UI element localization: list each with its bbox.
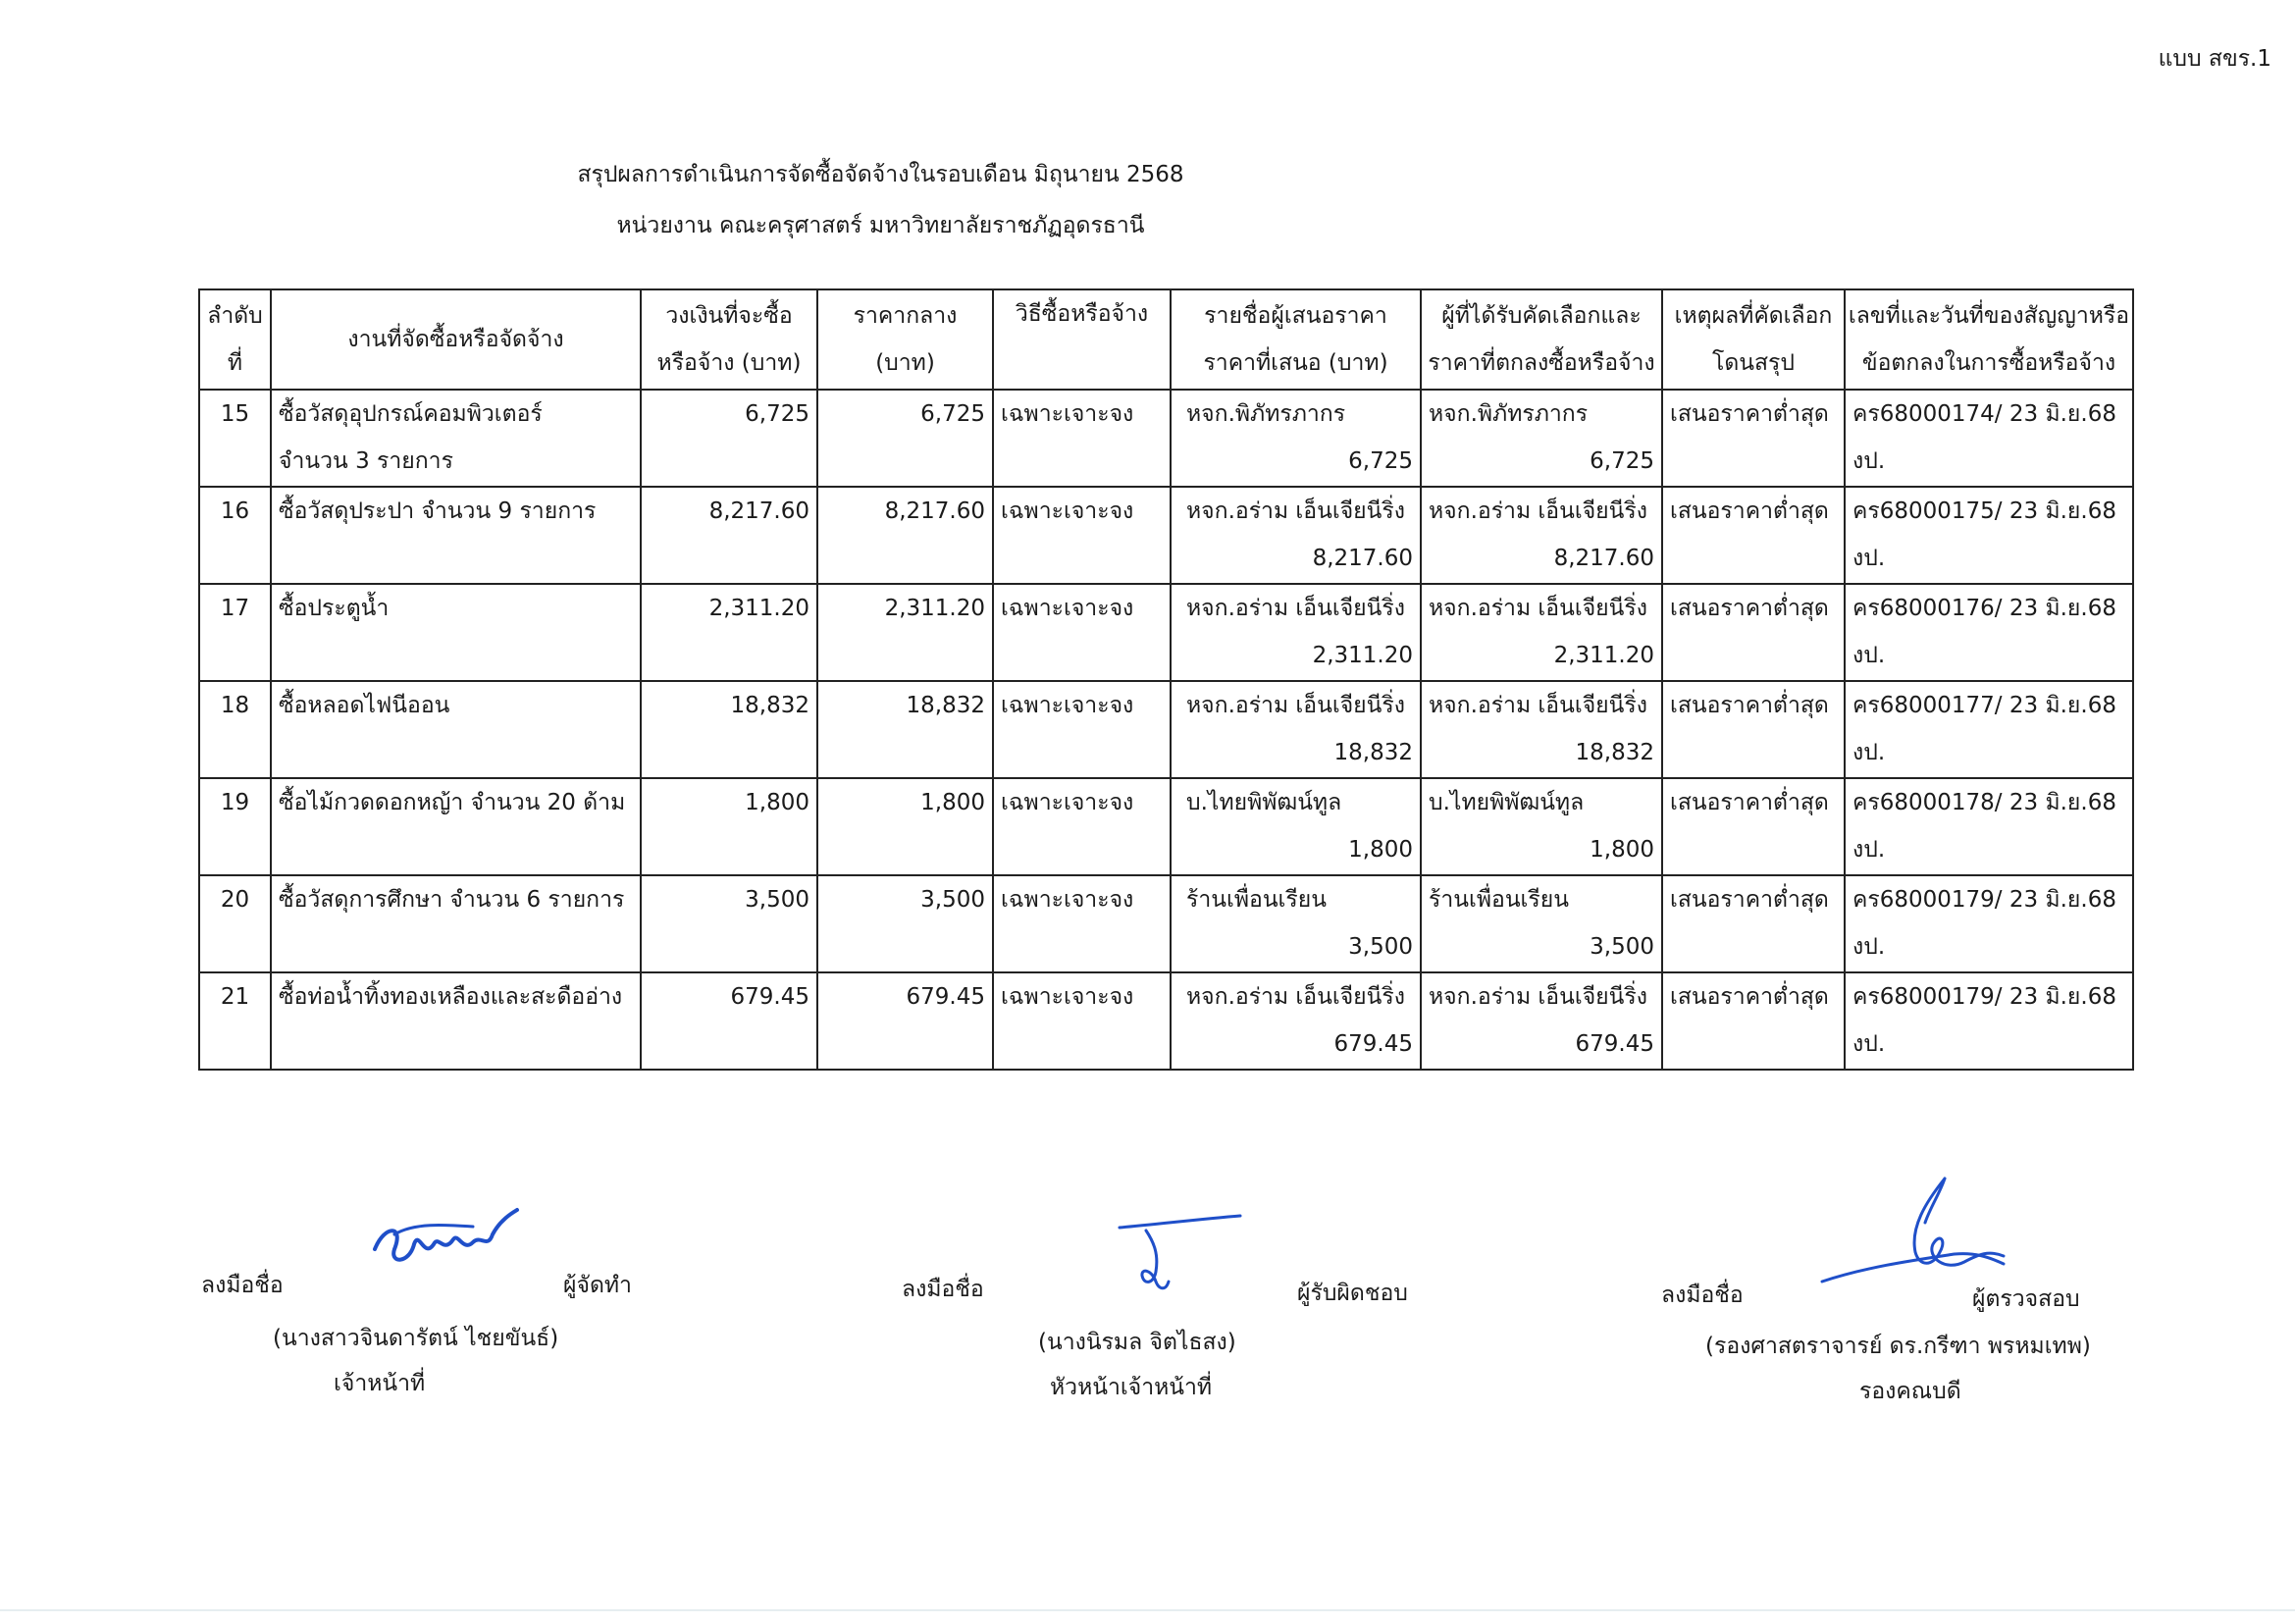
cell-reason: เสนอราคาต่ำสุด (1670, 984, 1829, 1010)
signature-inspector (1817, 1174, 2033, 1301)
row-item (271, 681, 641, 778)
sign-label: ลงมือชื่อ (902, 1277, 984, 1302)
row-no (199, 778, 271, 875)
cell-median: 6,725 (920, 401, 985, 427)
row-contract (1845, 875, 2133, 972)
cell-budget: 18,832 (730, 693, 809, 718)
row-bidder (1171, 875, 1421, 972)
cell-win-price: 8,217.60 (1553, 546, 1654, 571)
row-winner (1421, 972, 1662, 1070)
row-item (271, 390, 641, 487)
cell-budget: 3,500 (745, 887, 809, 913)
cell-method: เฉพาะเจาะจง (1001, 401, 1134, 427)
row-bidder (1171, 681, 1421, 778)
signer-name: (นางนิรมล จิตไธสง) (1038, 1330, 1236, 1355)
cell-median: 679.45 (906, 984, 985, 1010)
row-bidder (1171, 584, 1421, 681)
cell-item-l2 (279, 535, 633, 582)
row-winner (1421, 487, 1662, 584)
cell-budget: 679.45 (730, 984, 809, 1010)
row-bidder (1171, 390, 1421, 487)
cell-reason: เสนอราคาต่ำสุด (1670, 887, 1829, 913)
header-bidders: รายชื่อผู้เสนอราคา ราคาที่เสนอ (บาท) (1171, 289, 1421, 390)
cell-bidder: หจก.พิภัทรภากร (1186, 401, 1346, 427)
cell-item-l1: ซื้อหลอดไฟนีออน (279, 693, 450, 718)
cell-bidder: ร้านเพื่อนเรียน (1186, 887, 1327, 913)
signer-name: (รองศาสตราจารย์ ดร.กรีฑา พรหมเทพ) (1705, 1334, 2091, 1359)
row-no (199, 681, 271, 778)
table-header-row (199, 289, 2133, 390)
signer-position: หัวหน้าเจ้าหน้าที่ (1050, 1375, 1213, 1400)
row-budget (641, 681, 817, 778)
cell-contract-l2: งป. (1852, 1031, 1886, 1057)
cell-bidder: หจก.อร่าม เอ็นเจียนีริ่ง (1186, 984, 1405, 1010)
row-item (271, 487, 641, 584)
cell-reason: เสนอราคาต่ำสุด (1670, 401, 1829, 427)
signature-preparer (365, 1205, 522, 1283)
row-bidder (1171, 972, 1421, 1070)
cell-win-price: 679.45 (1575, 1031, 1654, 1057)
header-reason: เหตุผลที่คัดเลือก โดนสรุป (1662, 289, 1845, 390)
signer-position: เจ้าหน้าที่ (334, 1371, 426, 1396)
cell-item-l2 (279, 826, 633, 873)
cell-bidder: หจก.อร่าม เอ็นเจียนีริ่ง (1186, 693, 1405, 718)
row-budget (641, 487, 817, 584)
cell-win-price: 6,725 (1590, 448, 1654, 474)
row-no (199, 875, 271, 972)
header-budget: วงเงินที่จะซื้อ หรือจ้าง (บาท) (641, 289, 817, 390)
role-label: ผู้ตรวจสอบ (1972, 1286, 2080, 1312)
cell-contract-l1: คร68000175/ 23 มิ.ย.68 (1852, 498, 2116, 524)
cell-item-l1: ซื้อประตูน้ำ (279, 596, 390, 621)
table-row (199, 487, 2133, 584)
cell-contract-l1: คร68000176/ 23 มิ.ย.68 (1852, 596, 2116, 621)
row-item (271, 584, 641, 681)
table-row (199, 778, 2133, 875)
cell-no: 17 (220, 596, 250, 621)
cell-winner: หจก.อร่าม เอ็นเจียนีริ่ง (1429, 984, 1647, 1010)
cell-bidder: บ.ไทยพิพัฒน์ทูล (1186, 790, 1342, 815)
cell-no: 15 (220, 401, 250, 427)
row-method (993, 390, 1171, 487)
row-winner (1421, 584, 1662, 681)
document-title: สรุปผลการดำเนินการจัดซื้อจัดจ้างในรอบเดือน มิถุนายน 2568 (577, 162, 1184, 187)
row-contract (1845, 681, 2133, 778)
row-budget (641, 972, 817, 1070)
header-median-price: ราคากลาง (บาท) (817, 289, 993, 390)
row-winner (1421, 681, 1662, 778)
cell-item-l2 (279, 1021, 633, 1068)
cell-no: 16 (220, 498, 250, 524)
cell-item-l2 (279, 632, 633, 679)
cell-reason: เสนอราคาต่ำสุด (1670, 498, 1829, 524)
row-no (199, 972, 271, 1070)
cell-win-price: 2,311.20 (1553, 643, 1654, 668)
cell-budget: 8,217.60 (708, 498, 809, 524)
row-reason (1662, 487, 1845, 584)
row-contract (1845, 390, 2133, 487)
sign-label: ลงมือชื่อ (1661, 1283, 1744, 1308)
row-item (271, 972, 641, 1070)
cell-no: 18 (220, 693, 250, 718)
row-budget (641, 778, 817, 875)
cell-bid-price: 18,832 (1333, 740, 1413, 765)
cell-method: เฉพาะเจาะจง (1001, 887, 1134, 913)
cell-item-l1: ซื้อวัสดุอุปกรณ์คอมพิวเตอร์ (279, 401, 543, 427)
row-reason (1662, 778, 1845, 875)
row-reason (1662, 875, 1845, 972)
signer-name: (นางสาวจินดารัตน์ ไชยขันธ์) (273, 1326, 559, 1351)
row-method (993, 584, 1171, 681)
row-contract (1845, 972, 2133, 1070)
row-no (199, 487, 271, 584)
row-method (993, 875, 1171, 972)
row-reason (1662, 972, 1845, 1070)
row-item (271, 778, 641, 875)
document-subtitle: หน่วยงาน คณะครุศาสตร์ มหาวิทยาลัยราชภัฏอุดรธานี (616, 213, 1145, 238)
cell-contract-l2: งป. (1852, 740, 1886, 765)
cell-item-l1: ซื้อไม้กวดดอกหญ้า จำนวน 20 ด้าม (279, 790, 626, 815)
cell-item-l2 (279, 729, 633, 776)
table-row (199, 875, 2133, 972)
signer-position: รองคณบดี (1859, 1379, 1961, 1404)
row-budget (641, 584, 817, 681)
row-budget (641, 875, 817, 972)
cell-budget: 2,311.20 (708, 596, 809, 621)
cell-median: 2,311.20 (884, 596, 985, 621)
header-method: วิธีซื้อหรือจ้าง (993, 289, 1171, 390)
row-no (199, 584, 271, 681)
cell-item-l2 (279, 923, 633, 970)
cell-median: 8,217.60 (884, 498, 985, 524)
cell-contract-l2: งป. (1852, 643, 1886, 668)
cell-contract-l1: คร68000179/ 23 มิ.ย.68 (1852, 984, 2116, 1010)
cell-bid-price: 679.45 (1333, 1031, 1413, 1057)
cell-bid-price: 6,725 (1348, 448, 1413, 474)
cell-bidder: หจก.อร่าม เอ็นเจียนีริ่ง (1186, 498, 1405, 524)
row-median-price (817, 584, 993, 681)
row-median-price (817, 681, 993, 778)
cell-contract-l2: งป. (1852, 837, 1886, 863)
row-method (993, 487, 1171, 584)
cell-winner: หจก.อร่าม เอ็นเจียนีริ่ง (1429, 693, 1647, 718)
cell-contract-l1: คร68000174/ 23 มิ.ย.68 (1852, 401, 2116, 427)
cell-item-l1: ซื้อวัสดุการศึกษา จำนวน 6 รายการ (279, 887, 625, 913)
row-median-price (817, 875, 993, 972)
cell-win-price: 1,800 (1590, 837, 1654, 863)
cell-contract-l1: คร68000177/ 23 มิ.ย.68 (1852, 693, 2116, 718)
form-code: แบบ สขร.1 (2158, 46, 2271, 72)
row-method (993, 778, 1171, 875)
role-label: ผู้จัดทำ (563, 1273, 632, 1298)
cell-bid-price: 1,800 (1348, 837, 1413, 863)
cell-winner: ร้านเพื่อนเรียน (1429, 887, 1569, 913)
row-median-price (817, 778, 993, 875)
cell-contract-l2: งป. (1852, 448, 1886, 474)
row-method (993, 681, 1171, 778)
cell-method: เฉพาะเจาะจง (1001, 790, 1134, 815)
cell-item-l1: ซื้อท่อน้ำทิ้งทองเหลืองและสะดืออ่าง (279, 984, 623, 1010)
row-winner (1421, 390, 1662, 487)
cell-method: เฉพาะเจาะจง (1001, 693, 1134, 718)
cell-no: 19 (220, 790, 250, 815)
table-row (199, 681, 2133, 778)
cell-budget: 1,800 (745, 790, 809, 815)
cell-win-price: 3,500 (1590, 934, 1654, 960)
cell-median: 18,832 (906, 693, 985, 718)
cell-reason: เสนอราคาต่ำสุด (1670, 693, 1829, 718)
row-winner (1421, 778, 1662, 875)
cell-bidder: หจก.อร่าม เอ็นเจียนีริ่ง (1186, 596, 1405, 621)
cell-reason: เสนอราคาต่ำสุด (1670, 790, 1829, 815)
cell-no: 20 (220, 887, 250, 913)
cell-reason: เสนอราคาต่ำสุด (1670, 596, 1829, 621)
procurement-table (198, 288, 2134, 1071)
table-row (199, 972, 2133, 1070)
header-contract: เลขที่และวันที่ของสัญญาหรือ ข้อตกลงในการซื้อหรือจ้าง (1845, 289, 2133, 390)
cell-method: เฉพาะเจาะจง (1001, 984, 1134, 1010)
row-contract (1845, 584, 2133, 681)
row-bidder (1171, 487, 1421, 584)
header-item: งานที่จัดซื้อหรือจัดจ้าง (271, 289, 641, 390)
cell-method: เฉพาะเจาะจง (1001, 498, 1134, 524)
row-reason (1662, 390, 1845, 487)
header-winner: ผู้ที่ได้รับคัดเลือกและ ราคาที่ตกลงซื้อหรือจ้าง (1421, 289, 1662, 390)
row-no (199, 390, 271, 487)
row-reason (1662, 681, 1845, 778)
cell-contract-l2: งป. (1852, 934, 1886, 960)
cell-item-l1: ซื้อวัสดุประปา จำนวน 9 รายการ (279, 498, 597, 524)
table-row (199, 390, 2133, 487)
signature-responsible (1115, 1213, 1252, 1301)
cell-bid-price: 2,311.20 (1312, 643, 1413, 668)
cell-budget: 6,725 (745, 401, 809, 427)
cell-contract-l1: คร68000179/ 23 มิ.ย.68 (1852, 887, 2116, 913)
cell-method: เฉพาะเจาะจง (1001, 596, 1134, 621)
row-bidder (1171, 778, 1421, 875)
cell-bid-price: 8,217.60 (1312, 546, 1413, 571)
cell-winner: หจก.อร่าม เอ็นเจียนีริ่ง (1429, 498, 1647, 524)
cell-no: 21 (220, 984, 250, 1010)
row-median-price (817, 972, 993, 1070)
row-item (271, 875, 641, 972)
cell-win-price: 18,832 (1575, 740, 1654, 765)
cell-median: 1,800 (920, 790, 985, 815)
cell-median: 3,500 (920, 887, 985, 913)
row-reason (1662, 584, 1845, 681)
row-contract (1845, 778, 2133, 875)
row-budget (641, 390, 817, 487)
header-no: ลำดับ ที่ (199, 289, 271, 390)
cell-winner: บ.ไทยพิพัฒน์ทูล (1429, 790, 1585, 815)
row-median-price (817, 390, 993, 487)
cell-winner: หจก.พิภัทรภากร (1429, 401, 1589, 427)
cell-item-l2: จำนวน 3 รายการ (279, 448, 453, 474)
table-row (199, 584, 2133, 681)
row-method (993, 972, 1171, 1070)
sign-label: ลงมือชื่อ (201, 1273, 284, 1298)
cell-contract-l2: งป. (1852, 546, 1886, 571)
row-contract (1845, 487, 2133, 584)
cell-contract-l1: คร68000178/ 23 มิ.ย.68 (1852, 790, 2116, 815)
row-winner (1421, 875, 1662, 972)
cell-winner: หจก.อร่าม เอ็นเจียนีริ่ง (1429, 596, 1647, 621)
page-bottom-edge (0, 1609, 2295, 1611)
role-label: ผู้รับผิดชอบ (1297, 1281, 1408, 1306)
cell-bid-price: 3,500 (1348, 934, 1413, 960)
row-median-price (817, 487, 993, 584)
